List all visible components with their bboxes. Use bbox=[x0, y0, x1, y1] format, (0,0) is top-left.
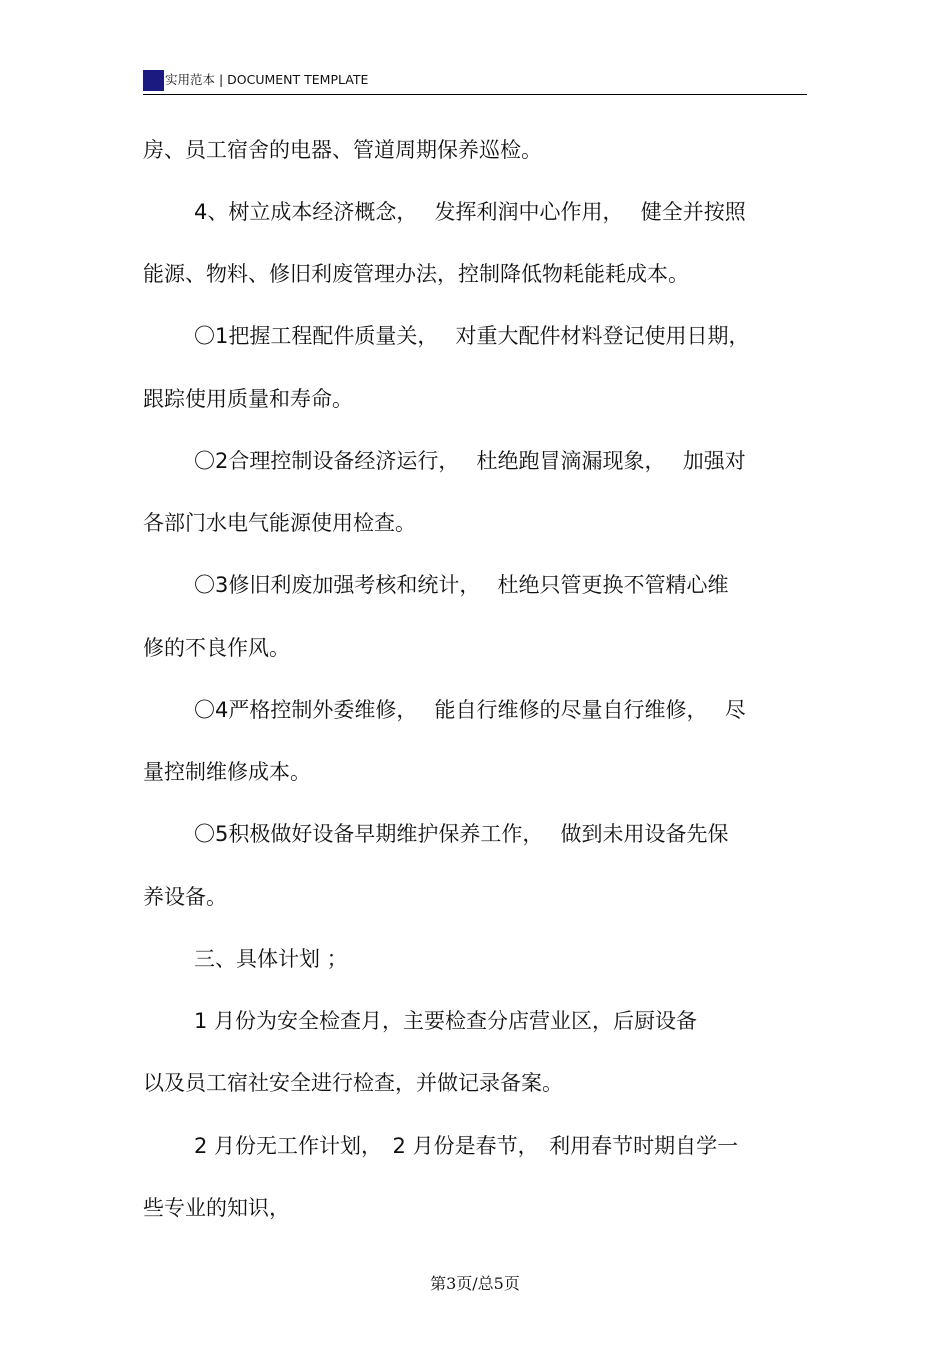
body-line: 养设备。 bbox=[143, 885, 227, 909]
page-header bbox=[143, 70, 807, 95]
body-line: 房、员工宿舍的电器、管道周期保养巡检。 bbox=[143, 138, 542, 162]
body-line: 〇4严格控制外委维修， 能自行维修的尽量自行维修， 尽 bbox=[194, 698, 746, 722]
body-line: 能源、物料、修旧利废管理办法，控制降低物耗能耗成本。 bbox=[143, 262, 689, 286]
header-logo-square bbox=[143, 70, 164, 91]
body-line: 各部门水电气能源使用检查。 bbox=[143, 511, 416, 535]
header-title: 实用范本 | DOCUMENT TEMPLATE bbox=[165, 72, 369, 87]
body-line: 〇3修旧利废加强考核和统计， 杜绝只管更换不管精心维 bbox=[194, 573, 729, 597]
section-heading: 三、具体计划 ； bbox=[194, 947, 348, 971]
body-line: 4、树立成本经济概念， 发挥利润中心作用， 健全并按照 bbox=[194, 200, 746, 224]
body-line: 1 月份为安全检查月，主要检查分店营业区，后厨设备 bbox=[194, 1009, 698, 1033]
body-line: 〇1把握工程配件质量关， 对重大配件材料登记使用日期， bbox=[194, 324, 750, 348]
body-line: 〇2合理控制设备经济运行， 杜绝跑冒滴漏现象， 加强对 bbox=[194, 449, 746, 473]
body-line: 些专业的知识， bbox=[143, 1196, 290, 1220]
body-line: 以及员工宿社安全进行检查，并做记录备案。 bbox=[143, 1071, 563, 1095]
page-number: 第3页/总5页 bbox=[430, 1274, 520, 1293]
body-line: 〇5积极做好设备早期维护保养工作， 做到未用设备先保 bbox=[194, 822, 729, 846]
body-line: 跟踪使用质量和寿命。 bbox=[143, 387, 353, 411]
body-line: 修的不良作风。 bbox=[143, 636, 290, 660]
body-line: 2 月份无工作计划， 2 月份是春节， 利用春节时期自学一 bbox=[194, 1134, 739, 1158]
body-line: 量控制维修成本。 bbox=[143, 760, 311, 784]
